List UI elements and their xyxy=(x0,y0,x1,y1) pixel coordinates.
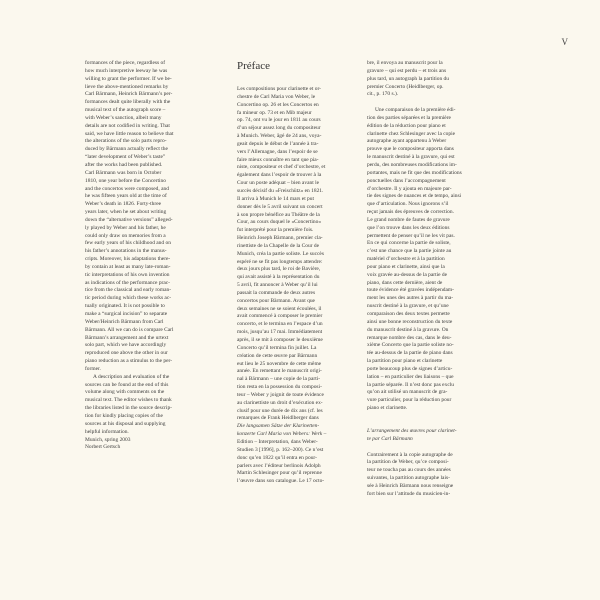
french-paragraph-2: Une comparaison de la première édi- tion des parties séparées et la première édition de la réduction pour piano et clarinette chez Schlesinger avec la copie autographe ayant appartenu à Weber prouve que le compositeur apporta dans le manuscrit destiné à la gravure, qui est perdu, des nombreuses modifications im- portantes, mais ne fit que des modifications ponctuelles dans l’accompagnement d’orchestre. Il y ajouta en majeure par- tie des signes de nuances et de tempo, ainsi que d’articulation. Nous ignorons s’il reçut jamais des épreuves de correction. Le grand nombre de fautes de gravure que l’on trouve dans les deux éditions permettent de penser qu’il ne les vit pas. En ce qui concerne la partie de soliste, c’est une chance que la partie jointe au matériel d’orchestre et à la partition pour piano et clarinette, ainsi que la voix gravée au-dessus de la partie de piano, dans cette dernière, aient de toute évidence été gravées indépendam- ment les unes des autres à partir du ma- nuscrit destiné à la gravure, et qu’une comparaison des deux textes permette ainsi une bonne reconstruction du texte du manuscrit destiné à la gravure. On remarque nombre des cas, dans le deu- xième Concerto que la partie soliste no- tée au-dessus de la partie de piano dans la partition pour piano et clarinette porte beaucoup plus de signes d’articu- lation – en particulier des liaisons – que la partie séparée. Il n’est donc pas exclu qu’on ait utilisé un manuscrit de gra- vure particulier, pour la réduction pour piano et clarinette. xyxy=(367,107,462,412)
english-paragraph-2: A description and evaluation of the sources can be found at the end of this volume along with comments on the musical text. The editor wishes to thank the libraries listed in the source descrip- tion for kindly placing copies of the sources at his disposal and supplying helpful information. xyxy=(85,373,172,435)
french-subheading: L’arrangement des œuvres pour clarinet- te par Carl Bärmann xyxy=(367,427,457,442)
french-paragraph-3: Contrairement à la copie autographe de la partition de Weber, qu’ce composi- teur ne toucha pas au cours des années suivantes, la partition autographe lais- sée à Heinrich Bärmann nous renseigne fort bien sur l’attitude du musicien-in- xyxy=(367,451,454,497)
french-column-2 xyxy=(367,60,492,499)
french-paragraph-1: Les compositions pour clarinette et or- chestre de Carl Maria von Weber, le Concertino op. 26 et les Concertos en fa mineur op. 73 et en Mib majeur op. 74, ont vu le jour en 1811 au cours d’un séjour assez long du compositeur à Munich. Weber, âgé de 24 ans, voya- geait depuis le début de l’année à tra- vers l’Allemagne, dans l’espoir de se faire mieux connaître en tant que pia- niste, compositeur et chef d’orchestre, et également dans l’espoir de trouver à la Cour un poste adéquat – bien avant le succès décisif du «Freischütz» en 1821. Il arriva à Munich le 14 mars et put donner dès le 5 avril suivant un concert à son propre bénéfice au Théâtre de la Cour, au cours duquel le «Concertino» fut interprété pour la première fois. Heinrich Joseph Bärmann, premier cla- rinettiste de la Chapelle de la Cour de Munich, créa la partie soliste. Le succès espéré ne se fit pas longtemps attendre: deux jours plus tard, le roi de Bavière, qui avait assisté à la représentation du 5 avril, fit annoncer à Weber qu’il lui passait la commande de deux autres concertos pour Bärmann. Avant que deux semaines ne se soient écoulées, il avait commencé à composer le premier concerto, et le termina en l’espace d’un mois, jusqu’au 17 mai. Immédiatement après, il se mit à composer le deuxième Concerto qu’il termina fin juillet. La création de cette œuvre par Bärmann eut lieu le 25 novembre de cette même année. En remettant le manuscrit origi- nal à Bärmann – une copie de la parti- tion resta en la possession du composi- teur – Weber y joignit de toute évidence au clarinettiste un droit d’exécution ex- clusif pour une durée de dix ans (cf. les remarques de Frank Heidlberger dans Die langsamen Sätze der Klarinetten- konzerte Carl Maria von Webers: Werk – Edition – Interpretation, dans Weber- Studien 3 [1996], p. 162–200). Ce n’est donc qu’en 1822 qu’il entra en pour- parlers avec l’éditeur berlinois Adolph Martin Schlesinger pour qu’il reprenne l’œuvre dans son catalogue. Le 17 octo- xyxy=(237,86,327,485)
signature xyxy=(85,437,220,453)
french-column-1 xyxy=(237,60,359,486)
english-paragraph-1: formances of the piece, regardless of how much interpretive leeway he was willing to grant the performer. If we be- lieve the above-mentioned remarks by Carl Bärmann, Heinrich Bärmann’s per- formances dealt quite liberally with the musical text of the autograph score – with Weber’s sanction, albeit many details are not codified in writing. That said, we have little reason to believe that the alterations of the solo parts repro- duced by Bärmann actually reflect the “later development of Weber’s taste” after the works had been published. Carl Bärmann was born in October 1810, one year before the Concertino and the concertos were composed, and he was fifteen years old at the time of Weber’s death in 1826. Forty-three years later, when he set about writing down the “alternative versions” alleged- ly played by Weber and his father, he could only draw on memories from a few early years of his childhood and on his father’s annotations in the manus- cripts. Moreover, his adaptations there- by contain at least as many late-roman- tic interpretations of his own invention as indications of the performance prac- tice from the classical and early roman- tic period during which these works ac- tually originated. It is not possible to make a “surgical incision” to separate Weber/Heinrich Bärmann from Carl Bärmann. All we can do is compare Carl Bärmann’s arrangement and the urtext solo part, which we have accordingly reproduced one above the other in our piano reduction as a stimulus to the per- former. xyxy=(85,60,174,372)
page-number: V xyxy=(561,37,568,47)
english-column xyxy=(85,60,220,452)
french-paragraph-1-continued: bre, il envoya au manuscrit pour la gravure – qui est perdu – et trois ans plus tard, un autograph la partition du premier Concerto (Heidlberger, op. cit., p. 170 s.). xyxy=(367,60,449,98)
page-title: Préface xyxy=(237,60,270,72)
signature-date: Munich, spring 2003 xyxy=(85,436,131,443)
signature-author: Norbert Gertsch xyxy=(85,444,121,451)
